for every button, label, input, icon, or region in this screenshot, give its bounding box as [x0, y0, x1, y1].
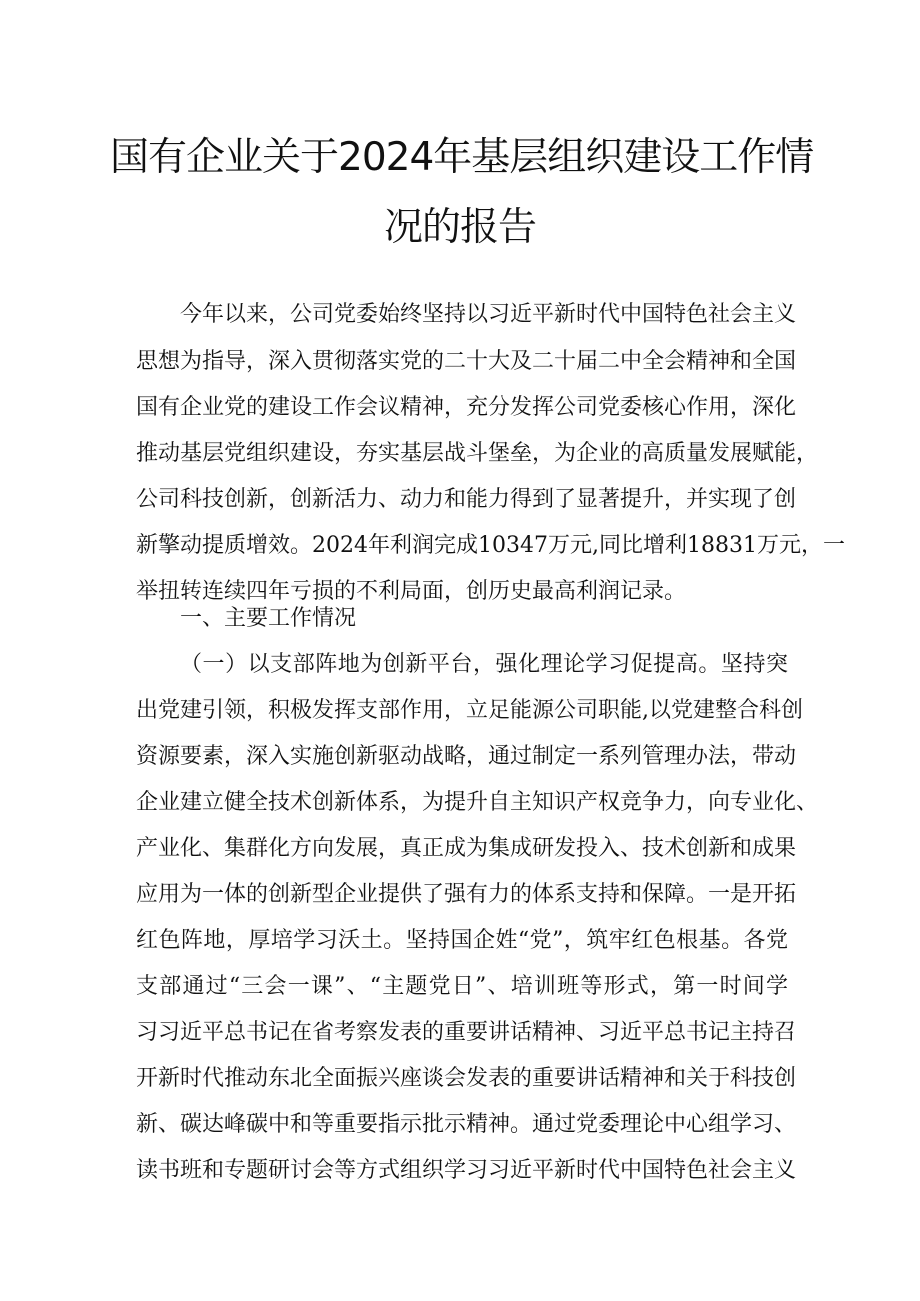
section-line-12: 读书班和专题研讨会等方式组织学习习近平新时代中国特色社会主义 [136, 1158, 797, 1183]
section-line-6: 应用为一体的创新型企业提供了强有力的体系支持和保障。一是开拓 [136, 882, 797, 907]
document-title-line-2: 况的报告 [383, 205, 536, 250]
section-line-5: 产业化、集群化方向发展，真正成为集成研发投入、技术创新和成果 [136, 836, 797, 861]
section-line-2: 出党建引领，积极发挥支部作用，立足能源公司职能,以党建整合科创 [136, 698, 803, 723]
document-title-line-1: 国有企业关于2024年基层组织建设工作情 [110, 135, 814, 180]
section-heading: 一、主要工作情况 [180, 606, 357, 631]
section-line-1: （一）以支部阵地为创新平台，强化理论学习促提高。坚持突 [180, 652, 788, 677]
section-line-9: 习习近平总书记在省考察发表的重要讲话精神、习近平总书记主持召 [136, 1020, 797, 1045]
section-line-8: 支部通过“三会一课”、“主题党日”、培训班等形式，第一时间学 [136, 974, 788, 999]
intro-line-1: 今年以来，公司党委始终坚持以习近平新时代中国特色社会主义 [180, 302, 797, 327]
section-line-10: 开新时代推动东北全面振兴座谈会发表的重要讲话精神和关于科技创 [136, 1066, 797, 1091]
intro-line-6: 新擎动提质增效。2024年利润完成10347万元,同比增利18831万元，一 [136, 533, 845, 558]
intro-line-2: 思想为指导，深入贯彻落实党的二十大及二十届二中全会精神和全国 [136, 349, 797, 374]
section-line-7: 红色阵地，厚培学习沃土。坚持国企姓“党”，筑牢红色根基。各党 [136, 928, 788, 953]
intro-line-4: 推动基层党组织建设，夯实基层战斗堡垒，为企业的高质量发展赋能， [136, 441, 819, 466]
section-line-11: 新、碳达峰碳中和等重要指示批示精神。通过党委理论中心组学习、 [136, 1112, 797, 1137]
intro-line-5: 公司科技创新，创新活力、动力和能力得到了显著提升，并实现了创 [136, 487, 797, 512]
intro-line-7: 举扭转连续四年亏损的不利局面，创历史最高利润记录。 [136, 579, 687, 604]
section-line-3: 资源要素，深入实施创新驱动战略，通过制定一系列管理办法，带动 [136, 744, 797, 769]
intro-line-3: 国有企业党的建设工作会议精神，充分发挥公司党委核心作用，深化 [136, 395, 797, 420]
section-line-4: 企业建立健全技术创新体系，为提升自主知识产权竞争力，向专业化、 [136, 790, 819, 815]
